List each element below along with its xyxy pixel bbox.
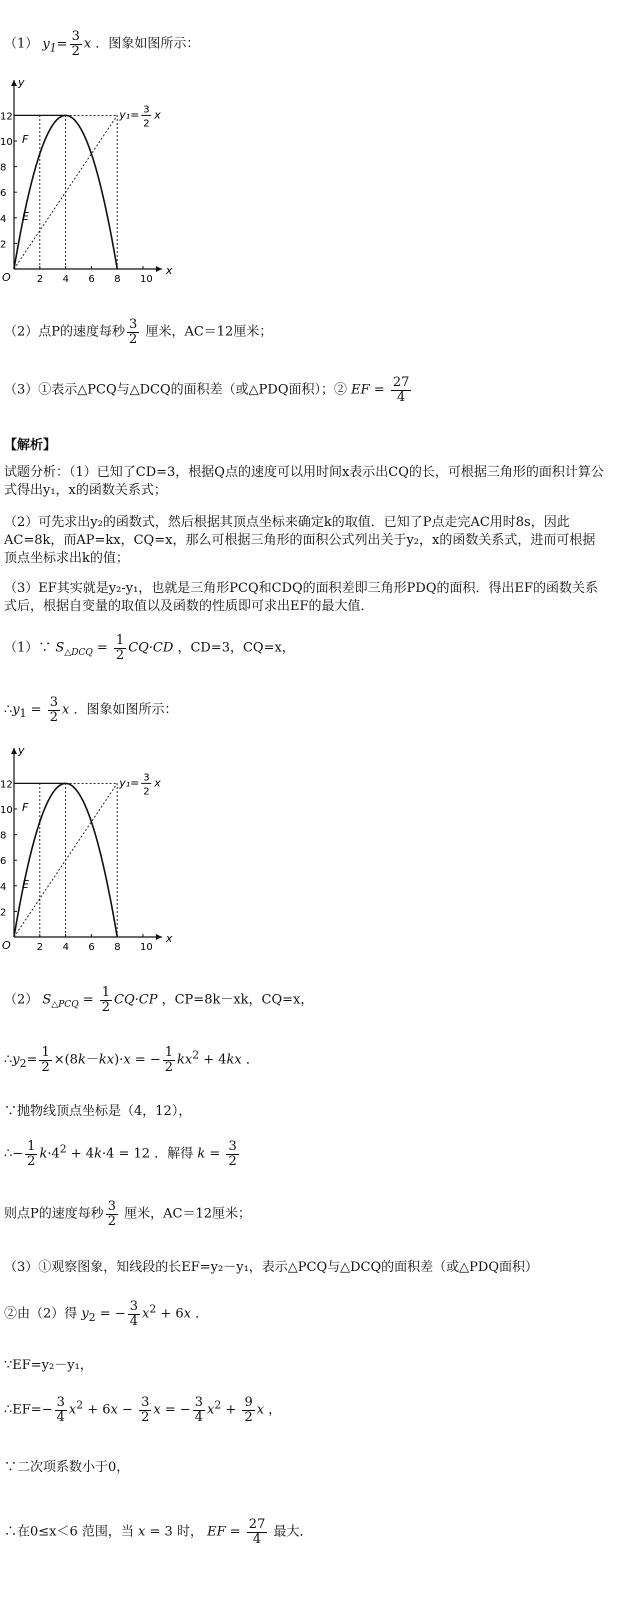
- y-tick-label: 12: [0, 779, 13, 791]
- frac-1-2: $\frac{1}{2}$: [41, 1045, 50, 1075]
- x-tick-label: 4: [62, 274, 69, 285]
- y-tick-label: 8: [0, 830, 7, 842]
- frac-1-2: $\frac{1}{2}$: [115, 633, 125, 663]
- answer-3: （3）①表示△PCQ与△DCQ的面积差（或△PDQ面积）；② EF = $\frac{27}{4}$: [4, 375, 410, 405]
- solution-2-speed: [4, 1200, 251, 1228]
- y-axis-arrow: [11, 80, 17, 86]
- line-label-num: 3: [143, 772, 150, 784]
- analysis-heading: 【解析】: [4, 438, 57, 453]
- x-tick-label: 10: [140, 274, 153, 285]
- solution-3-line5: ∵二次项系数小于0，: [4, 1460, 130, 1475]
- speed-prefix: 则点P的速度每秒: [4, 1206, 104, 1222]
- frac-9-2: $\frac{9}{2}$: [244, 1395, 253, 1425]
- y-tick-label: 4: [0, 213, 7, 225]
- y-tick-label: 8: [0, 162, 7, 174]
- frac-3-4: $\frac{3}{4}$: [56, 1395, 65, 1425]
- frac-1-2: $\frac{1}{2}$: [164, 1045, 173, 1075]
- y-tick-label: 10: [0, 805, 13, 816]
- solution-2: （2） $S_{\triangle PCQ}$ = $\frac{1}{2}$ CQ·CP ，CP=8k－xk，CQ=x，: [4, 985, 314, 1015]
- solution-3-line3: ∵EF=y₂－y₁，: [4, 1358, 93, 1373]
- line6-prefix: ∴在0≤x＜6 范围，当: [4, 1524, 134, 1540]
- line-label-var: x: [154, 108, 161, 122]
- x-axis-label: x: [165, 264, 173, 277]
- y-tick-label: 4: [0, 881, 7, 893]
- frac-3-2: $\frac{3}{2}$: [49, 695, 58, 725]
- line-label: y₁=: [119, 108, 140, 122]
- solution-3-line2: ②由（2）得 $y_2$ = − $\frac{3}{4}$ $x^2 + 6x$ ．: [4, 1299, 209, 1329]
- solution-2-y2: $\therefore y_2=$ $\frac{1}{2}$ ×(8k－kx)·x = − $\frac{1}{2}$ $kx^2 + 4kx$ ．: [4, 1045, 259, 1075]
- line6-mid: 时，: [176, 1524, 203, 1540]
- frac-3-2: $\frac{3}{2}$: [228, 1139, 237, 1169]
- solve-text: ．解得: [154, 1146, 194, 1162]
- solution-3-line6: ∴在0≤x＜6 范围，当 x = 3 时， EF = $\frac{27}{4}$ 最大．: [4, 1517, 313, 1547]
- y-tick-label: 6: [0, 856, 7, 868]
- x-tick-label: 8: [114, 942, 121, 953]
- x-tick-label: 6: [88, 274, 95, 285]
- origin-label: O: [2, 939, 11, 952]
- point-label-e: E: [22, 877, 30, 891]
- analysis-p2: （2）可先求出y₂的函数式，然后根据其顶点坐标来确定k的取值．已知了P点走完AC用时8s，因此AC=8k，而AP=kx，CQ=x，那么可根据三角形的面积公式列出关于y₂，x的函数关系式，进而可根据顶点坐标求出k的值；: [4, 515, 596, 566]
- answer-2: [4, 318, 272, 346]
- line6-suffix: 最大．: [273, 1524, 313, 1540]
- line4-prefix: ∴EF=: [4, 1402, 42, 1418]
- answer-2-suffix: 厘米，AC＝12厘米；: [145, 324, 273, 340]
- x-tick-label: 6: [88, 942, 95, 953]
- solution-3-line4: ∴EF=− $\frac{3}{4}$ $x^2 + 6x$ − $\frac{3}{2}$ x = − $\frac{3}{4}$ $x^2$ + $\frac{9}{2}$ x ，: [4, 1395, 282, 1425]
- frac-3-4: $\frac{3}{4}$: [194, 1395, 204, 1425]
- line-label-den: 2: [143, 118, 150, 130]
- point-label-e: E: [22, 209, 30, 223]
- x-tick-label: 10: [140, 942, 153, 953]
- x-axis-label: x: [165, 932, 173, 945]
- line2-prefix: ②由（2）得: [4, 1306, 78, 1322]
- y-tick-label: 6: [0, 188, 7, 200]
- frac-3-2: $\frac{3}{2}$: [141, 1395, 150, 1425]
- x-tick-label: 2: [36, 942, 44, 953]
- therefore-symbol: ∴: [4, 702, 13, 718]
- x-tick-label: 2: [36, 274, 44, 285]
- answer-1: （1） $y_1=$ $\frac{3}{2}$ x ．图象如图所示：: [4, 29, 200, 59]
- solution-1-result: $\therefore y_1$ = $\frac{3}{2}$ x ．图象如图所示：: [4, 695, 178, 725]
- y-axis-arrow: [11, 748, 17, 754]
- line-label-var: x: [154, 776, 161, 790]
- y-tick-label: 2: [0, 239, 7, 251]
- x-axis-arrow: [156, 266, 162, 272]
- y-tick-label: 12: [0, 111, 13, 123]
- x-axis-arrow: [156, 934, 162, 940]
- line-label-num: 3: [143, 104, 150, 116]
- point-label-f: F: [22, 133, 29, 146]
- solution-2-solve: ∴− $\frac{1}{2}$ $k\cdot 4^2 + 4k\cdot 4 = 12$ ．解得 k = $\frac{3}{2}$: [4, 1139, 237, 1169]
- y-tick-label: 10: [0, 137, 13, 148]
- frac-3-2: $\frac{3}{2}$: [129, 317, 138, 347]
- frac-1-2: $\frac{1}{2}$: [27, 1139, 36, 1169]
- solution-2-suffix: ，CP=8k－xk，CQ=x，: [161, 992, 314, 1008]
- frac-27-4: $\frac{27}{4}$: [248, 1517, 266, 1547]
- x-tick-label: 4: [62, 942, 69, 953]
- solution-2-prefix: （2）: [4, 992, 39, 1008]
- y-axis-label: y: [18, 744, 25, 757]
- solution-1-res-suffix: ．图象如图所示：: [73, 702, 178, 718]
- solution-1: （1）∵ $S_{\triangle DCQ}$ = $\frac{1}{2}$ CQ·CD ，CD=3，CQ=x，: [4, 633, 295, 663]
- answer-1-suffix: ．图象如图所示：: [95, 36, 200, 52]
- answer-3-prefix: （3）①表示△PCQ与△DCQ的面积差（或△PDQ面积）；②: [4, 382, 347, 398]
- frac-3-2: $\frac{3}{2}$: [71, 29, 80, 59]
- function-graph-1: [0, 72, 200, 292]
- analysis-p1: 试题分析：（1）已知了CD=3，根据Q点的速度可以用时间x表示出CQ的长，可根据三角形的面积计算公式得出y₁，x的函数关系式；: [4, 465, 604, 498]
- origin-label: O: [2, 271, 11, 284]
- y-axis-label: y: [18, 76, 25, 89]
- frac-1-2: $\frac{1}{2}$: [101, 985, 111, 1015]
- line-label-den: 2: [143, 786, 150, 798]
- analysis-p3: （3）EF其实就是y₂-y₁，也就是三角形PCQ和CDQ的面积差即三角形PDQ的面积．得出EF的函数关系式后，根据自变量的取值以及函数的性质即可求出EF的最大值．: [4, 581, 599, 614]
- frac-3-2: $\frac{3}{2}$: [107, 1199, 117, 1229]
- answer-2-prefix: （2）点P的速度每秒: [4, 324, 126, 340]
- answer-1-prefix: （1）: [4, 36, 39, 52]
- y1-formula: $y_1=$: [42, 36, 68, 55]
- solution-1-suffix: ，CD=3，CQ=x，: [177, 640, 295, 656]
- point-label-f: F: [22, 801, 29, 814]
- solution-3-line1: （3）①观察图象，知线段的长EF=y₂－y₁，表示△PCQ与△DCQ的面积差（或△PDQ面积）: [4, 1260, 538, 1275]
- x-tick-label: 8: [114, 274, 121, 285]
- solution-2-vertex: ∵抛物线顶点坐标是（4，12），: [4, 1104, 192, 1119]
- solution-1-prefix: （1）∵: [4, 640, 52, 656]
- frac-3-4: $\frac{3}{4}$: [129, 1299, 139, 1329]
- y-tick-label: 2: [0, 907, 7, 919]
- frac-ef: $\frac{27}{4}$: [392, 375, 410, 405]
- function-graph-2: [0, 740, 200, 960]
- speed-suffix: 厘米，AC＝12厘米；: [124, 1206, 252, 1222]
- line-label: y₁=: [119, 776, 140, 790]
